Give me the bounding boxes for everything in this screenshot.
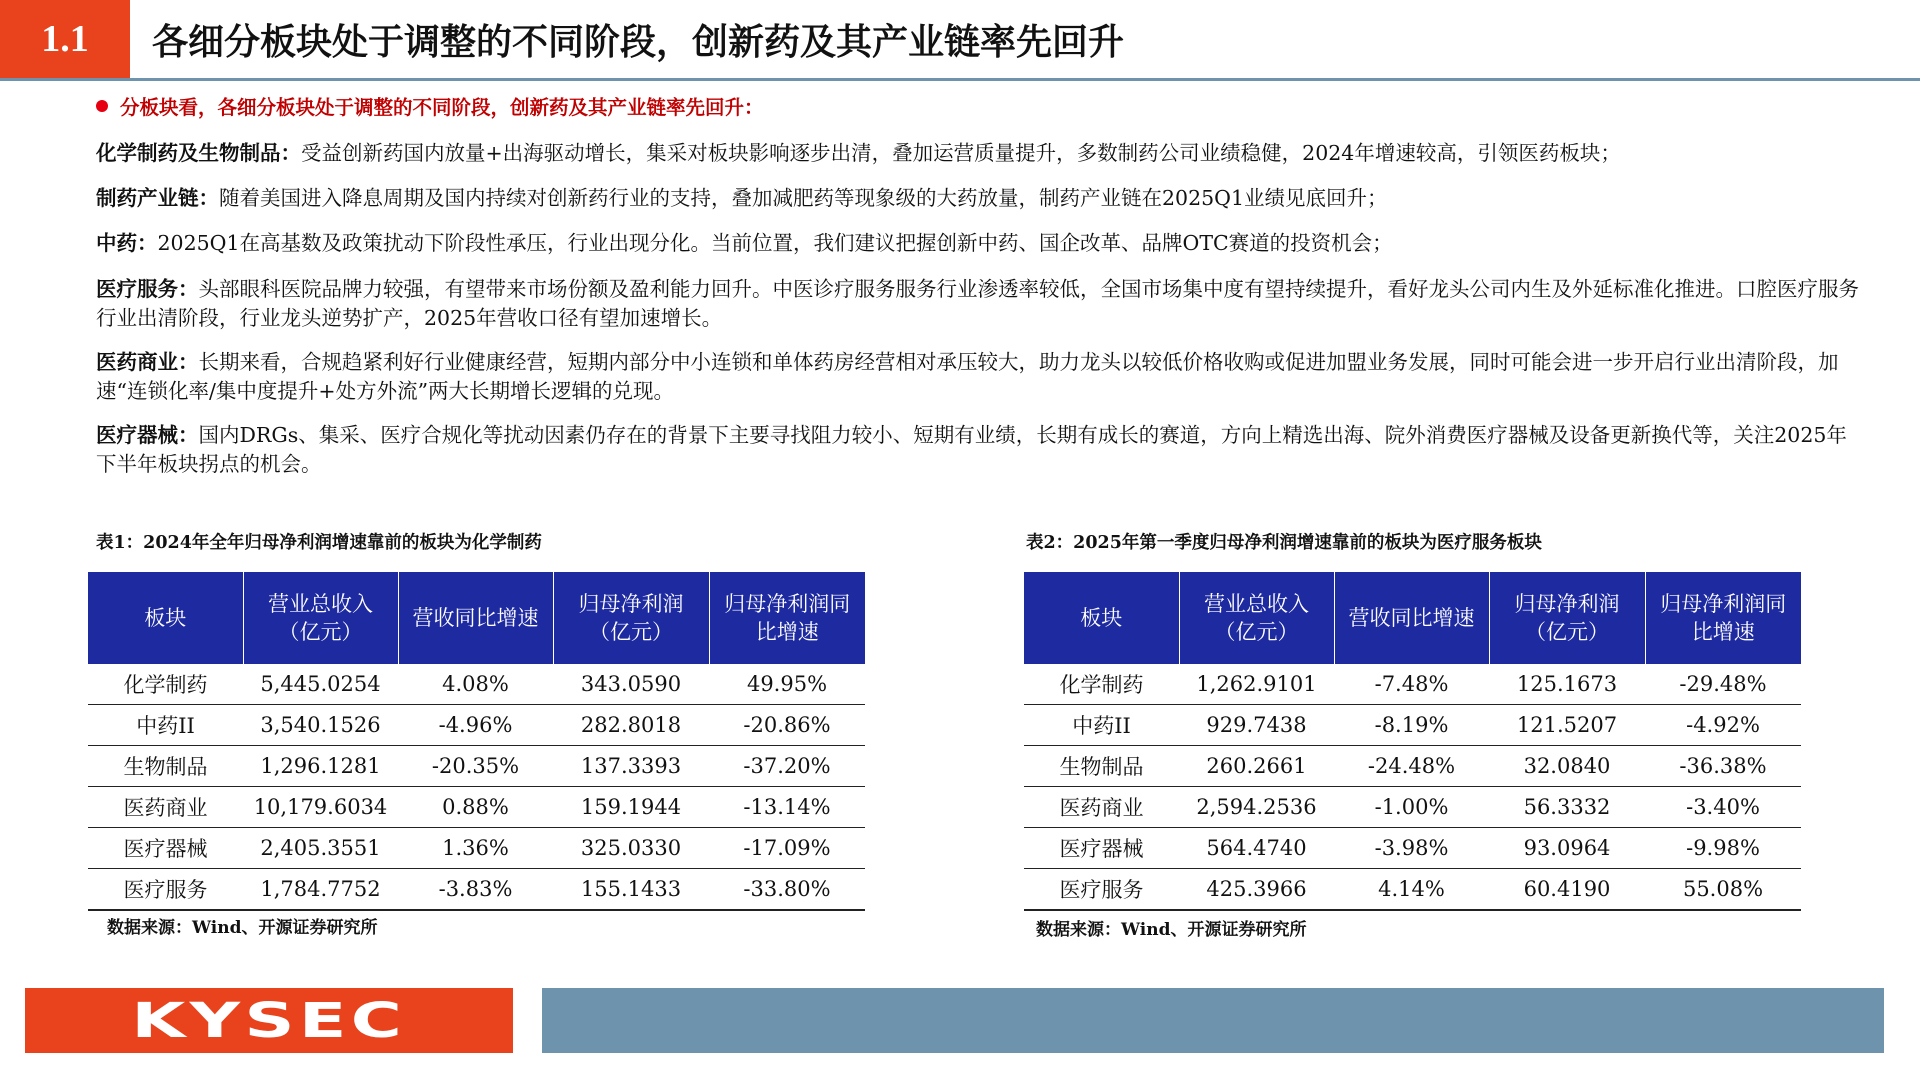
table2-header-cell <box>1334 572 1489 664</box>
value-cell: -1.00% <box>1334 787 1489 828</box>
value-cell: 5,445.0254 <box>243 664 398 705</box>
paragraph-text: 长期来看，合规趋紧利好行业健康经营，短期内部分中小连锁和单体药房经营相对承压较大，助力龙头以较低价格收购或促进加盟业务发展，同时可能会进一步开启行业出清阶段，加速“连锁化率/集中度提升+处方外流”两大长期增长逻辑的兑现。 <box>96 350 1839 403</box>
table1-header-cell <box>398 572 553 664</box>
summary-bullet <box>96 92 1876 120</box>
value-cell: -3.40% <box>1645 787 1801 828</box>
table2-header-text: （亿元） <box>1214 620 1299 644</box>
table-row <box>88 705 865 746</box>
summary-bullet-text: 分板块看，各细分板块处于调整的不同阶段，创新药及其产业链率先回升： <box>120 96 764 119</box>
value-cell: -29.48% <box>1645 664 1801 705</box>
table2-header-text: 营收同比增速 <box>1348 606 1475 630</box>
table-row <box>1024 869 1801 911</box>
value-cell: 121.5207 <box>1489 705 1645 746</box>
table1-caption: 表1：2024年全年归母净利润增速靠前的板块为化学制药 <box>96 533 542 553</box>
table2-source: 数据来源：Wind、开源证券研究所 <box>1036 920 1307 940</box>
value-cell: 1,262.9101 <box>1179 664 1334 705</box>
value-cell: 282.8018 <box>553 705 709 746</box>
value-cell: 260.2661 <box>1179 746 1334 787</box>
table1-header-text: （亿元） <box>589 620 673 644</box>
table2-caption: 表2：2025年第一季度归母净利润增速靠前的板块为医疗服务板块 <box>1026 533 1542 553</box>
page-title: 各细分板块处于调整的不同阶段，创新药及其产业链率先回升 <box>152 21 1125 63</box>
value-cell: 56.3332 <box>1489 787 1645 828</box>
value-cell: 325.0330 <box>553 828 709 869</box>
paragraph-label: 中药： <box>96 231 158 255</box>
table1-header-cell <box>88 572 243 664</box>
value-cell: 2,594.2536 <box>1179 787 1334 828</box>
value-cell: 4.08% <box>398 664 553 705</box>
value-cell: 4.14% <box>1334 869 1489 911</box>
table2-header-text: 比增速 <box>1691 620 1755 644</box>
header-divider <box>0 78 1920 81</box>
value-cell: 32.0840 <box>1489 746 1645 787</box>
table2-header-cell <box>1024 572 1179 664</box>
sector-name-cell: 生物制品 <box>1024 746 1179 787</box>
table-row <box>88 869 865 911</box>
table1-header-cell <box>709 572 865 664</box>
table1-header-text: 板块 <box>144 606 187 630</box>
table1-header-cell <box>553 572 709 664</box>
table1-body <box>88 664 865 910</box>
footer-bar <box>542 988 1884 1053</box>
table1-header-text: 营业总收入 <box>268 592 373 616</box>
paragraph-label: 医疗器械： <box>96 423 199 447</box>
table-row <box>88 746 865 787</box>
table2-header-text: 板块 <box>1080 606 1123 630</box>
value-cell: 125.1673 <box>1489 664 1645 705</box>
value-cell: 3,540.1526 <box>243 705 398 746</box>
paragraph-text: 2025Q1在高基数及政策扰动下阶段性承压，行业出现分化。当前位置，我们建议把握创新中药、国企改革、品牌OTC赛道的投资机会； <box>157 231 1393 255</box>
table-row <box>88 664 865 705</box>
value-cell: -33.80% <box>709 869 865 911</box>
value-cell: 2,405.3551 <box>243 828 398 869</box>
value-cell: 49.95% <box>709 664 865 705</box>
table1-header-cell <box>243 572 398 664</box>
kysec-logo <box>25 988 513 1053</box>
table2-header-cell <box>1489 572 1645 664</box>
sector-name-cell: 医药商业 <box>1024 787 1179 828</box>
table2-header-cell <box>1179 572 1334 664</box>
section-number: 1.1 <box>0 0 130 78</box>
value-cell: -37.20% <box>709 746 865 787</box>
value-cell: 929.7438 <box>1179 705 1334 746</box>
value-cell: 60.4190 <box>1489 869 1645 911</box>
paragraph-text: 随着美国进入降息周期及国内持续对创新药行业的支持，叠加减肥药等现象级的大药放量，制药产业链在2025Q1业绩见底回升； <box>219 186 1388 210</box>
value-cell: 425.3966 <box>1179 869 1334 911</box>
paragraph-pharma-commerce <box>96 348 1861 406</box>
value-cell: -20.86% <box>709 705 865 746</box>
table2 <box>1024 572 1801 911</box>
sector-name-cell: 医疗服务 <box>1024 869 1179 911</box>
sector-name-cell: 中药II <box>88 705 243 746</box>
value-cell: 137.3393 <box>553 746 709 787</box>
value-cell: -8.19% <box>1334 705 1489 746</box>
table1-header-text: 营收同比增速 <box>412 606 539 630</box>
value-cell: -7.48% <box>1334 664 1489 705</box>
value-cell: -4.96% <box>398 705 553 746</box>
table-row <box>1024 664 1801 705</box>
table-row <box>1024 705 1801 746</box>
table1-header-text: 比增速 <box>755 620 819 644</box>
table2-header-text: 营业总收入 <box>1204 592 1309 616</box>
sector-name-cell: 生物制品 <box>88 746 243 787</box>
paragraph-text: 国内DRGs、集采、医疗合规化等扰动因素仍存在的背景下主要寻找阻力较小、短期有业绩，长期有成长的赛道，方向上精选出海、院外消费医疗器械及设备更新换代等，关注2025年下半年板块拐点的机会。 <box>96 423 1847 476</box>
paragraph-tcm <box>96 229 1861 258</box>
paragraph-medical-devices <box>96 421 1861 479</box>
sector-name-cell: 中药II <box>1024 705 1179 746</box>
table1-header-row <box>88 572 865 664</box>
value-cell: -36.38% <box>1645 746 1801 787</box>
value-cell: -3.83% <box>398 869 553 911</box>
value-cell: 1.36% <box>398 828 553 869</box>
bullet-dot-icon <box>96 100 108 112</box>
paragraph-text: 受益创新药国内放量+出海驱动增长，集采对板块影响逐步出清，叠加运营质量提升，多数制药公司业绩稳健，2024年增速较高，引领医药板块； <box>301 141 1621 165</box>
sector-name-cell: 医疗服务 <box>88 869 243 911</box>
value-cell: 159.1944 <box>553 787 709 828</box>
value-cell: 93.0964 <box>1489 828 1645 869</box>
value-cell: -13.14% <box>709 787 865 828</box>
sector-name-cell: 医药商业 <box>88 787 243 828</box>
table-row <box>1024 828 1801 869</box>
value-cell: -3.98% <box>1334 828 1489 869</box>
paragraph-pharma-chain <box>96 184 1861 213</box>
table-row <box>88 828 865 869</box>
table-row <box>1024 746 1801 787</box>
sector-name-cell: 医疗器械 <box>1024 828 1179 869</box>
value-cell: 55.08% <box>1645 869 1801 911</box>
sector-name-cell: 化学制药 <box>88 664 243 705</box>
table1 <box>88 572 865 911</box>
table2-body <box>1024 664 1801 910</box>
table-row <box>1024 787 1801 828</box>
sector-name-cell: 化学制药 <box>1024 664 1179 705</box>
value-cell: 10,179.6034 <box>243 787 398 828</box>
table-row <box>88 787 865 828</box>
table2-header-row <box>1024 572 1801 664</box>
value-cell: -9.98% <box>1645 828 1801 869</box>
value-cell: -17.09% <box>709 828 865 869</box>
paragraph-label: 医疗服务： <box>96 277 199 301</box>
kysec-logo-text: KYSEC <box>131 992 407 1049</box>
value-cell: 564.4740 <box>1179 828 1334 869</box>
table2-header-text: 归母净利润同 <box>1660 592 1787 616</box>
table2-header-cell <box>1645 572 1801 664</box>
paragraph-label: 制药产业链： <box>96 186 219 210</box>
paragraph-label: 医药商业： <box>96 350 199 374</box>
table2-header-text: （亿元） <box>1525 620 1609 644</box>
table1-header-text: 归母净利润 <box>578 592 684 616</box>
value-cell: 343.0590 <box>553 664 709 705</box>
table2-header-text: 归母净利润 <box>1514 592 1620 616</box>
paragraph-text: 头部眼科医院品牌力较强，有望带来市场份额及盈利能力回升。中医诊疗服务服务行业渗透率较低，全国市场集中度有望持续提升，看好龙头公司内生及外延标准化推进。口腔医疗服务行业出清阶段，行业龙头逆势扩产，2025年营收口径有望加速增长。 <box>96 277 1859 330</box>
table1-source: 数据来源：Wind、开源证券研究所 <box>107 918 378 938</box>
paragraph-chem-bio <box>96 139 1861 168</box>
table1-header-text: （亿元） <box>278 620 363 644</box>
value-cell: 1,296.1281 <box>243 746 398 787</box>
value-cell: -4.92% <box>1645 705 1801 746</box>
sector-name-cell: 医疗器械 <box>88 828 243 869</box>
value-cell: -24.48% <box>1334 746 1489 787</box>
value-cell: -20.35% <box>398 746 553 787</box>
paragraph-medical-services <box>96 275 1861 333</box>
table1-header-text: 归母净利润同 <box>724 592 851 616</box>
value-cell: 0.88% <box>398 787 553 828</box>
value-cell: 155.1433 <box>553 869 709 911</box>
value-cell: 1,784.7752 <box>243 869 398 911</box>
paragraph-label: 化学制药及生物制品： <box>96 141 301 165</box>
